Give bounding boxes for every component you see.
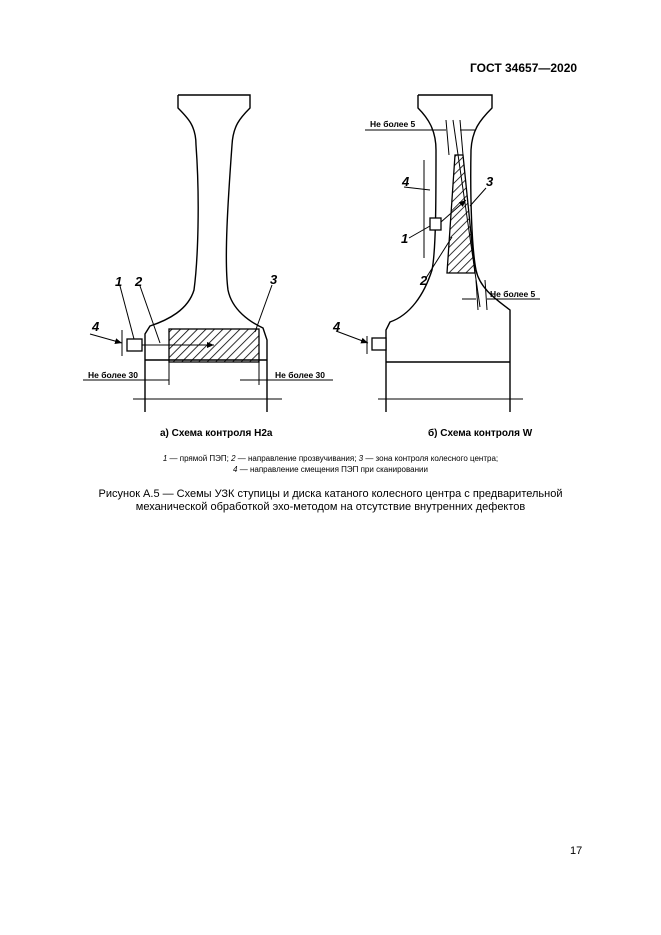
scheme-b-label-4-lower: 4 — [333, 319, 341, 334]
scheme-a-leader-2 — [140, 286, 160, 343]
scheme-b-leader-1 — [409, 226, 430, 238]
scheme-a-caption: а) Схема контроля Н2а — [160, 428, 273, 439]
scheme-a-dimension-right: Не более 30 — [275, 370, 326, 380]
scheme-a-label-1: 1 — [115, 274, 123, 289]
scheme-a-wheel-outline — [145, 95, 267, 412]
legend-text: — прямой ПЭП; — [167, 454, 232, 463]
legend-text: — направление смещения ПЭП при сканировании — [237, 465, 428, 474]
page-number: 17 — [570, 845, 583, 857]
scheme-b-label-2: 2 — [420, 273, 428, 288]
figure-title-line-2: механической обработкой эхо-методом на отсутствие внутренних дефектов — [135, 501, 526, 513]
figure-title-line-1: Рисунок А.5 — Схемы УЗК ступицы и диска катаного колесного центра с предварительной — [98, 488, 563, 500]
scheme-a-leader-4 — [90, 334, 122, 343]
legend-number: 2 — [231, 454, 236, 463]
legend-number: 3 — [358, 454, 364, 463]
scheme-a-label-2: 2 — [135, 274, 143, 289]
scheme-a-label-4: 4 — [92, 319, 100, 334]
scheme-b-label-3: 3 — [486, 174, 494, 189]
scheme-b-label-1: 1 — [401, 231, 409, 246]
scheme-b-label-4-upper: 4 — [402, 174, 410, 189]
legend-number: 4 — [233, 465, 238, 474]
scheme-a-probe — [127, 339, 142, 351]
legend-text: — зона контроля колесного центра; — [363, 454, 499, 463]
scheme-b-probe-lower — [372, 338, 386, 350]
legend-line-1 — [0, 453, 661, 464]
scheme-b-caption: б) Схема контроля W — [428, 428, 533, 439]
legend-number: 1 — [162, 454, 168, 463]
scheme-b-dimension-top: Не более 5 — [370, 119, 416, 129]
legend-line-2 — [0, 464, 661, 475]
scheme-a-dimension-left: Не более 30 — [88, 370, 139, 380]
scheme-a — [83, 95, 333, 412]
scheme-b-dimension-bottom: Не более 5 — [490, 289, 536, 299]
legend-text: — направление прозвучивания; — [235, 454, 359, 463]
scheme-b-leader-3 — [470, 188, 486, 206]
scheme-b — [336, 95, 540, 412]
scheme-a-label-3: 3 — [270, 272, 278, 287]
scheme-b-leader-4-lower — [336, 331, 368, 343]
standard-code: ГОСТ 34657—2020 — [470, 61, 578, 75]
scheme-a-leader-3 — [255, 285, 272, 332]
scheme-b-probe-upper — [430, 218, 441, 230]
